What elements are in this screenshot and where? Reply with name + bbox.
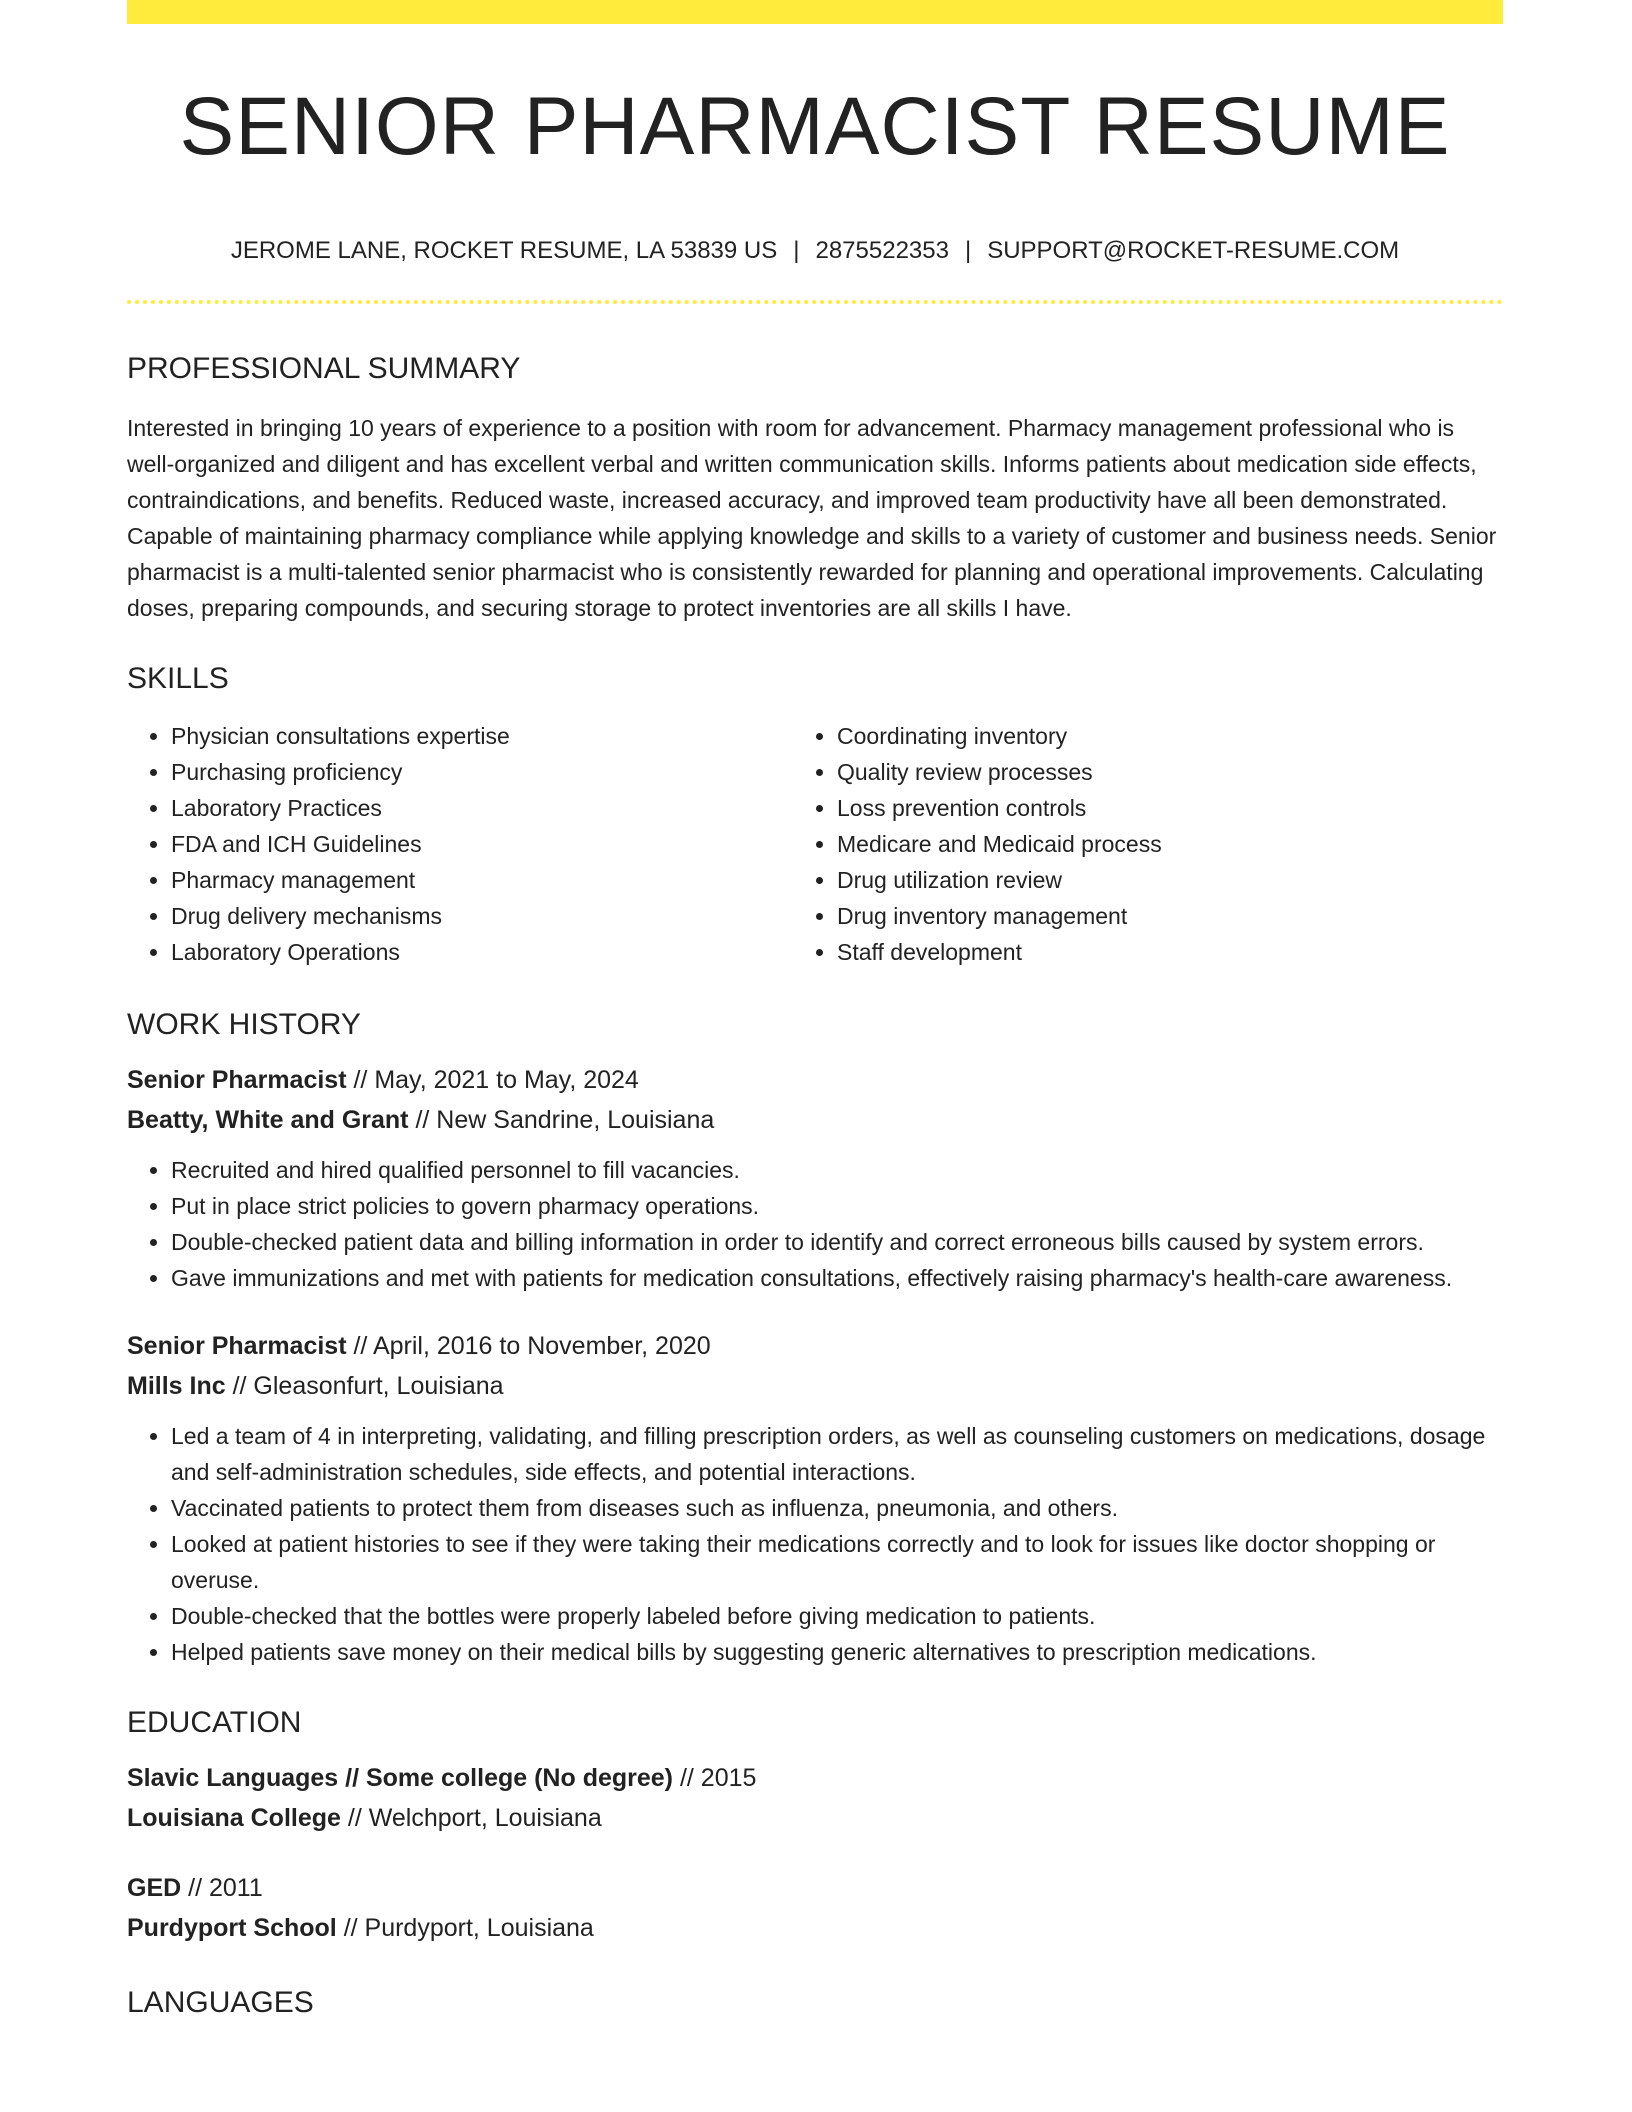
education-school-line (127, 1798, 1503, 1838)
job-dates: // May, 2021 to May, 2024 (353, 1066, 639, 1095)
job-bullets (127, 1418, 1503, 1670)
skills-columns (127, 718, 1503, 970)
job-bullets (127, 1152, 1503, 1296)
skill-item: • Coordinating inventory (837, 718, 1503, 754)
job-entry (127, 1060, 1503, 1296)
contact-line (127, 238, 1503, 264)
skill-item: • FDA and ICH Guidelines (171, 826, 837, 862)
job-company-line (127, 1366, 1503, 1406)
contact-email: SUPPORT@ROCKET-RESUME.COM (987, 237, 1400, 265)
job-company-line (127, 1100, 1503, 1140)
skill-item: • Quality review processes (837, 754, 1503, 790)
skills-heading: SKILLS (127, 662, 229, 696)
job-company: Mills Inc (127, 1372, 226, 1401)
education-school: Purdyport School (127, 1914, 337, 1943)
skill-item: • Drug utilization review (837, 862, 1503, 898)
education-degree: GED (127, 1874, 182, 1903)
job-role-line (127, 1060, 1503, 1100)
skill-item: • Drug inventory management (837, 898, 1503, 934)
job-bullet: • Looked at patient histories to see if they were taking their medications correctly and to look for issues like doctor shopping or overuse. (171, 1526, 1503, 1598)
job-bullet: • Helped patients save money on their medical bills by suggesting generic alternatives to prescription medications. (171, 1634, 1503, 1670)
contact-phone: 2875522353 (815, 237, 949, 265)
header-divider (127, 300, 1503, 304)
summary-heading: PROFESSIONAL SUMMARY (127, 352, 521, 386)
skills-list-right (793, 718, 1503, 970)
skill-item: • Pharmacy management (171, 862, 837, 898)
skill-item: • Staff development (837, 934, 1503, 970)
education-school: Louisiana College (127, 1804, 341, 1833)
job-entry (127, 1326, 1503, 1670)
summary-text: Interested in bringing 10 years of experience to a position with room for advancement. Pharmacy management professional who is well-organized and diligent and has excellent verbal and written communication skills. Informs patients about medication side effects, contraindications, and benefits. Reduced waste, increased accuracy, and improved team productivity have all been demonstrated. Capable of maintaining pharmacy compliance while applying knowledge and skills to a variety of customer and business needs. Senior pharmacist is a multi-talented senior pharmacist who is consistently rewarded for planning and operational improvements. Calculating doses, preparing compounds, and securing storage to protect inventories are all skills I have. (127, 415, 1497, 622)
skill-item: • Physician consultations expertise (171, 718, 837, 754)
skill-item: • Purchasing proficiency (171, 754, 837, 790)
job-dates: // April, 2016 to November, 2020 (353, 1332, 711, 1361)
skill-item: • Drug delivery mechanisms (171, 898, 837, 934)
education-degree-line (127, 1758, 1503, 1798)
job-location: // New Sandrine, Louisiana (415, 1106, 715, 1135)
languages-heading: LANGUAGES (127, 1986, 314, 2020)
skill-item: • Medicare and Medicaid process (837, 826, 1503, 862)
education-location: // Purdyport, Louisiana (343, 1914, 594, 1943)
skills-list-left (127, 718, 837, 970)
education-year: // 2011 (188, 1874, 263, 1903)
job-bullet: • Vaccinated patients to protect them from diseases such as influenza, pneumonia, and others. (171, 1490, 1503, 1526)
skill-item: • Laboratory Operations (171, 934, 837, 970)
education-year: // 2015 (679, 1764, 757, 1793)
contact-separator: | (964, 237, 972, 265)
education-entry (127, 1758, 1503, 1838)
education-location: // Welchport, Louisiana (347, 1804, 602, 1833)
job-bullet: • Recruited and hired qualified personnel to fill vacancies. (171, 1152, 1503, 1188)
job-bullet: • Double-checked patient data and billing information in order to identify and correct erroneous bills caused by system errors. (171, 1224, 1503, 1260)
work-heading: WORK HISTORY (127, 1008, 361, 1042)
resume-title: SENIOR PHARMACIST RESUME (179, 81, 1451, 172)
job-role-line (127, 1326, 1503, 1366)
job-bullet: • Gave immunizations and met with patients for medication consultations, effectively raising pharmacy's health-care awareness. (171, 1260, 1503, 1296)
job-bullet: • Put in place strict policies to govern pharmacy operations. (171, 1188, 1503, 1224)
education-degree: Slavic Languages // Some college (No degree) (127, 1764, 673, 1793)
job-bullet: • Led a team of 4 in interpreting, validating, and filling prescription orders, as well as counseling customers on medications, dosage and self-administration schedules, side effects, and potential interactions. (171, 1418, 1503, 1490)
top-accent-bar (127, 0, 1503, 24)
contact-separator: | (793, 237, 800, 265)
contact-address: JEROME LANE, ROCKET RESUME, LA 53839 US (230, 237, 778, 265)
education-degree-line (127, 1868, 1503, 1908)
skill-item: • Loss prevention controls (837, 790, 1503, 826)
job-role: Senior Pharmacist (127, 1066, 347, 1095)
education-entry (127, 1868, 1503, 1948)
education-school-line (127, 1908, 1503, 1948)
skill-item: • Laboratory Practices (171, 790, 837, 826)
education-heading: EDUCATION (127, 1706, 302, 1740)
job-company: Beatty, White and Grant (127, 1106, 409, 1135)
job-role: Senior Pharmacist (127, 1332, 347, 1361)
job-bullet: • Double-checked that the bottles were properly labeled before giving medication to patients. (171, 1598, 1503, 1634)
job-location: // Gleasonfurt, Louisiana (232, 1372, 504, 1401)
resume-page (127, 0, 1503, 2018)
